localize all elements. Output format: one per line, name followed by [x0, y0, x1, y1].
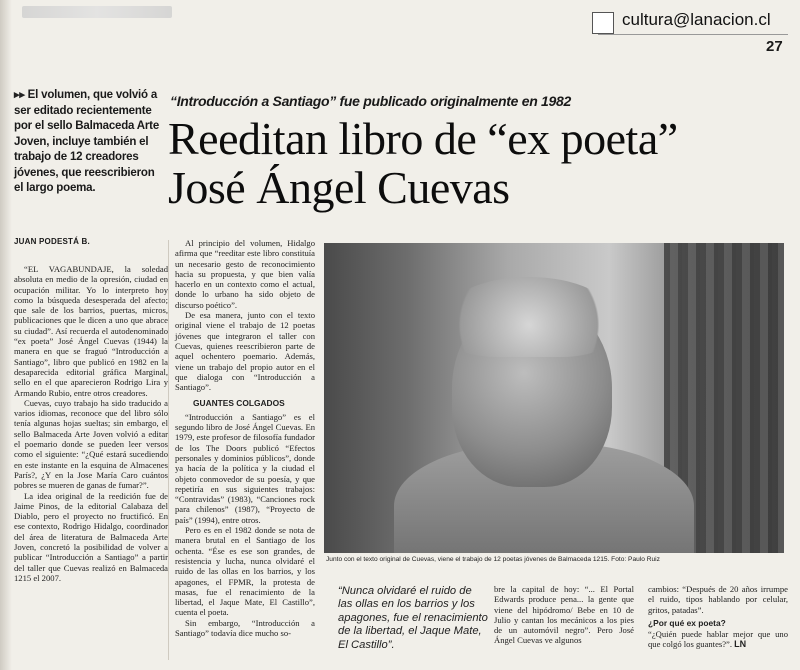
- kicker: “Introducción a Santiago” fue publicado originalmente en 1982: [170, 93, 571, 109]
- article-column-5: [648, 584, 788, 650]
- photo-caption: Junto con el texto original de Cuevas, viene el trabajo de 12 poetas jóvenes de Balmaceda 1215. Foto: Paulo Ruiz: [326, 556, 660, 563]
- signoff: LN: [734, 639, 747, 650]
- paragraph: La idea original de la reedición fue de Jaime Pinos, de la editorial Calabaza del Diablo, pero el proyecto no fructificó. En ese contexto, Rodrigo Hidalgo, coordinador del área de literatura de Balmaceda Arte Joven, concretó la posibilidad de volver a publicar “Introducción a Santiago” a partir del taller que Cuevas realizó en Balmaceda 1215 el 2007.: [14, 490, 168, 583]
- headline-line-2: José Ángel Cuevas: [168, 162, 510, 213]
- subhead-ex-poeta: ¿Por qué ex poeta?: [648, 617, 726, 628]
- article-column-4: [494, 584, 634, 646]
- page-edge-shadow: [0, 0, 12, 670]
- lead-text: El volumen, que volvió a ser editado recientemente por el sello Balmaceda Arte Joven, incluye también el trabajo de 12 creadores jóvenes, que reescribieron el largo poema.: [14, 89, 160, 194]
- section-email: cultura@lanacion.cl: [622, 10, 771, 29]
- byline: JUAN PODESTÁ B.: [14, 237, 90, 246]
- closing-text: “¿Quién puede hablar mejor que uno que colgó los guantes?”.: [648, 629, 788, 650]
- paragraph: cambios: “Después de 20 años irrumpe el ruido, tipos hablando por celular, gritos, patadas”.: [648, 584, 788, 615]
- paragraph: Al principio del volumen, Hidalgo afirma que “reeditar este libro constituía un necesario gesto de reconocimiento hacia su propuesta, y que bien valía hacerlo en un contexto como el actual, donde lo urbano ha sido objeto de discurso poético”.: [175, 238, 315, 310]
- pull-quote: “Nunca olvidaré el ruido de las ollas en los barrios y los apagones, fue el renacimiento de la libertad, el Jaque Mate, El Castillo”.: [338, 585, 488, 651]
- author-photo: [324, 243, 784, 553]
- checkbox-icon: [592, 12, 614, 34]
- lead-sidebar: [14, 88, 162, 197]
- column-divider: [168, 240, 169, 660]
- double-arrow-icon: ▸▸: [14, 89, 25, 101]
- paragraph: De esa manera, junto con el texto original viene el trabajo de 12 poetas jóvenes que integraron el taller con Cuevas, quienes reescribieron parte de aquel ochentero poemario. Además, viene un trabajo del propio autor en el que dialoga con “Introducción a Santiago”.: [175, 310, 315, 393]
- paragraph: bre la capital de hoy: “... El Portal Edwards produce pena... la gente que viene del hipódromo/ Bebe en 10 de Julio y cantan los mecánicos a los pies de un automóvil negro”. Pero José Ángel Cuevas ve algunos: [494, 584, 634, 646]
- paragraph-final: [648, 629, 788, 650]
- article-column-2: [175, 238, 315, 638]
- paragraph: Pero es en el 1982 donde se nota de manera brutal en el Santiago de los ochenta. “Ése es ese son grandes, de resistencia y lucha, nunca olvidaré el ruido de las ollas en los barrios, y los apagones, el FPMR, la protesta de masas, fue el renacimiento de la libertad, el Jaque Mate, El Castillo”, cuenta el poeta.: [175, 525, 315, 618]
- subhead-guantes: GUANTES COLGADOS: [193, 398, 285, 409]
- article-column-1: [14, 264, 168, 583]
- photo-hair: [444, 277, 614, 357]
- section-header-faded: [22, 6, 172, 18]
- page-number: 27: [766, 38, 783, 55]
- headline-line-1: Reeditan libro de “ex poeta”: [168, 113, 678, 164]
- headline: [168, 114, 678, 212]
- paragraph: Cuevas, cuyo trabajo ha sido traducido a varios idiomas, reconoce que del libro sólo tenía algunas hojas sueltas; sin embargo, el sello Balmaceda Arte Joven volvió a editar el poemario donde se pueden leer versos como el siguiente: “¿Qué estará sucediendo en este instante en la esquina de Almacenes París?, ¿Y en la Jose María Caro cuántos pobres se mueren de ganas de fumar?”.: [14, 397, 168, 491]
- paragraph: Sin embargo, “Introducción a Santiago” todavía dice mucho so-: [175, 617, 315, 638]
- header-rule: [598, 34, 788, 35]
- paragraph: “Introducción a Santiago” es el segundo libro de José Ángel Cuevas. En 1979, este profesor de filosofía fundador de los The Doors publicó “Efectos personales y dominios públicos”, donde ya hacía de la política y la ciudad el objeto conmovedor de su poesía, y que repetiría en sus siguientes trabajos: “Contravidas” (1983), “Canciones rock para chilenos” (1987), “Proyecto de país” (1994), entre otros.: [175, 411, 315, 525]
- paragraph: “EL VAGABUNDAJE, la soledad absoluta en medio de la opresión, ciudad en ocupación militar. Yo lo interpreto hoy como la búsqueda desesperada del afecto; que sale de los barrios, puertas, micros, publicaciones que le dicen a uno que abrace su ciudad”. Así recuerda el autodenominado “ex poeta” José Ángel Cuevas (1944) la manera en que se fraguó “Introducción a Santiago”, libro que publicó en 1982 en la desaparecida editorial gráfica Marginal, sello en el que aparecieron Rodrigo Lira y Armando Rubio, entre otros creadores.: [14, 264, 168, 398]
